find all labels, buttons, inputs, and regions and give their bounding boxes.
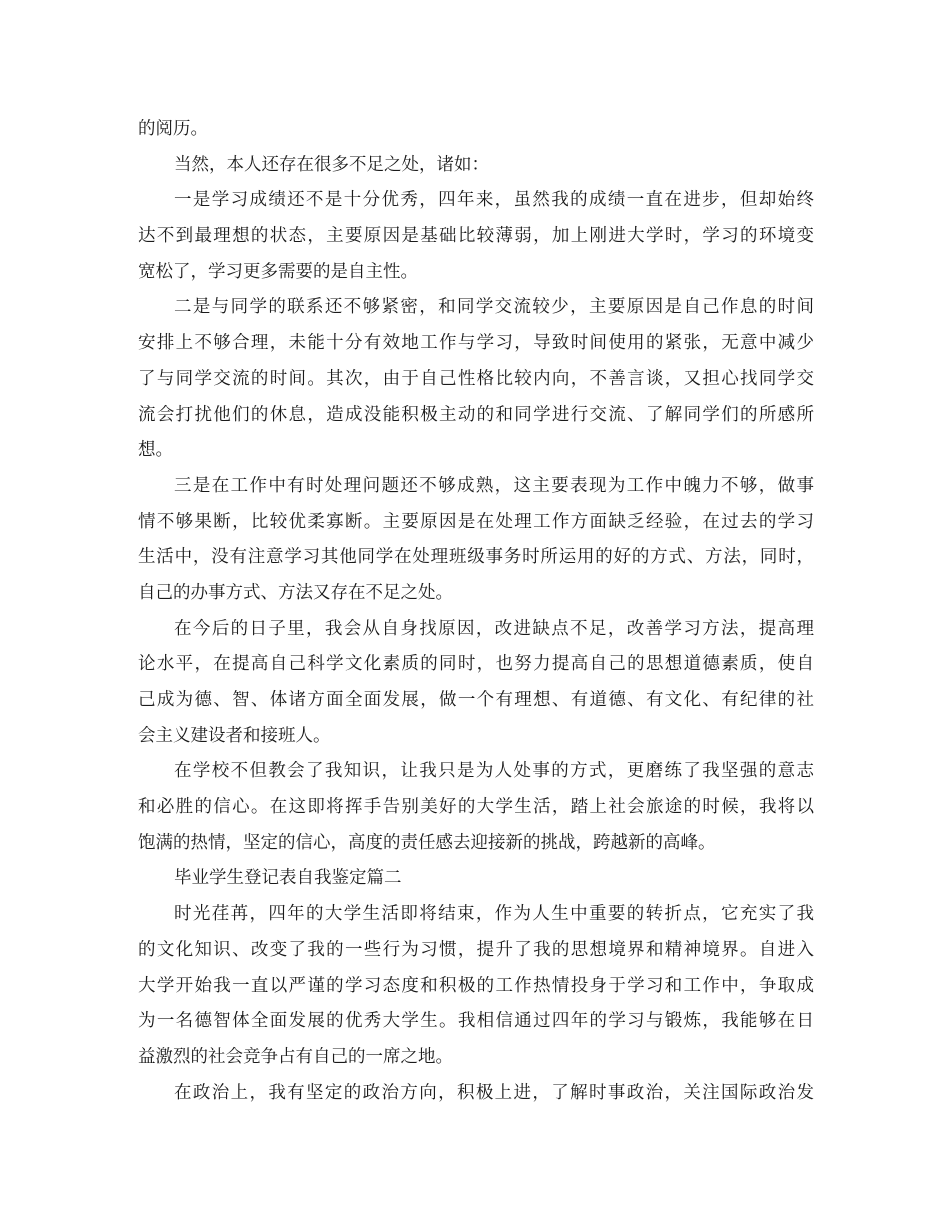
text-line: 在学校不但教会了我知识，让我只是为人处事的方式，更磨练了我坚强的意志 [174, 761, 814, 782]
text-line: 情不够果断，比较优柔寡断。主要原因是在处理工作方面缺乏经验，在过去的学习 [138, 511, 814, 532]
text-line: 生活中，没有注意学习其他同学在处理班级事务时所运用的好的方式、方法，同时， [138, 547, 814, 568]
text-line: 会主义建设者和接班人。 [138, 725, 331, 746]
text-line: 的阅历。 [138, 119, 208, 139]
text-line: 论水平，在提高自己科学文化素质的同时，也努力提高自己的思想道德素质，使自 [138, 654, 814, 675]
text-line: 安排上不够合理，未能十分有效地工作与学习，导致时间使用的紧张，无意中减少 [138, 333, 814, 354]
text-line: 饱满的热情，坚定的信心，高度的责任感去迎接新的挑战，跨越新的高峰。 [138, 832, 716, 853]
text-line: 宽松了，学习更多需要的是自主性。 [138, 261, 418, 282]
text-line: 和必胜的信心。在这即将挥手告别美好的大学生活，踏上社会旅途的时候，我将以 [138, 797, 814, 818]
text-line: 的文化知识、改变了我的一些行为习惯，提升了我的思想境界和精神境界。自进入 [138, 939, 814, 960]
text-line: 当然，本人还存在很多不足之处，诸如： [174, 154, 489, 175]
section-heading: 毕业学生登记表自我鉴定篇二 [174, 868, 402, 889]
text-line: 己成为德、智、体诸方面全面发展，做一个有理想、有道德、有文化、有纪律的社 [138, 690, 814, 710]
text-line: 益激烈的社会竞争占有自己的一席之地。 [138, 1046, 453, 1067]
text-line: 在今后的日子里，我会从自身找原因，改进缺点不足，改善学习方法，提高理 [174, 618, 814, 639]
text-line: 时光荏苒，四年的大学生活即将结束，作为人生中重要的转折点，它充实了我 [174, 904, 814, 925]
text-line: 大学开始我一直以严谨的学习态度和积极的工作热情投身于学习和工作中，争取成 [138, 975, 814, 996]
text-line: 在政治上，我有坚定的政治方向，积极上进，了解时事政治，关注国际政治发 [174, 1082, 814, 1103]
document-body [138, 112, 814, 1111]
text-line: 了与同学交流的时间。其次，由于自己性格比较内向，不善言谈，又担心找同学交 [138, 368, 814, 389]
text-line: 自己的办事方式、方法又存在不足之处。 [138, 582, 453, 603]
text-line: 想。 [138, 440, 173, 461]
text-line: 一是学习成绩还不是十分优秀，四年来，虽然我的成绩一直在进步，但却始终 [174, 190, 814, 211]
text-line: 流会打扰他们的休息，造成没能积极主动的和同学进行交流、了解同学们的所感所 [138, 404, 814, 425]
text-line: 为一名德智体全面发展的优秀大学生。我相信通过四年的学习与锻炼，我能够在日 [138, 1011, 814, 1032]
text-line: 三是在工作中有时处理问题还不够成熟，这主要表现为工作中魄力不够，做事 [174, 475, 814, 496]
text-line: 二是与同学的联系还不够紧密，和同学交流较少，主要原因是自己作息的时间 [174, 297, 814, 318]
text-line: 达不到最理想的状态，主要原因是基础比较薄弱，加上刚进大学时，学习的环境变 [138, 226, 814, 247]
